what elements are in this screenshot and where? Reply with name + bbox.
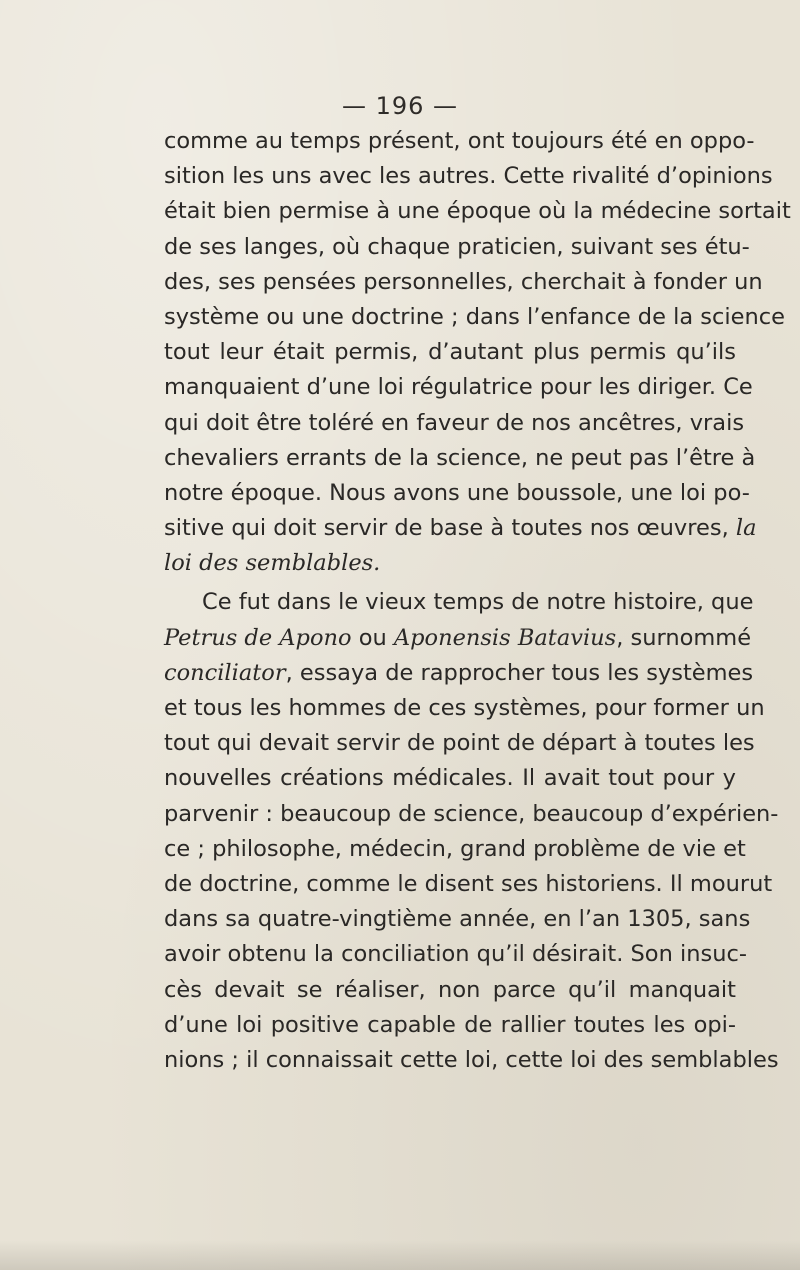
paragraph-1-line xyxy=(164,476,750,511)
italic-text: Petrus de Apono xyxy=(164,624,352,651)
page-number: — 196 — xyxy=(341,92,459,120)
paragraph-2-line xyxy=(164,726,755,761)
text-segment: ou xyxy=(351,624,394,651)
paragraph-1-line xyxy=(164,194,791,229)
paragraph-1-line xyxy=(164,300,785,335)
text-segment: parvenir : beaucoup de science, beaucoup d’expérien- xyxy=(164,800,779,827)
text-segment: nions ; il connaissait cette loi, cette loi des semblables xyxy=(164,1046,779,1073)
paragraph-2-line xyxy=(164,761,736,796)
page-bottom-edge xyxy=(0,1240,800,1270)
paragraph-2-line xyxy=(164,691,765,726)
body-text xyxy=(164,124,791,1078)
italic-text: conciliator xyxy=(164,659,286,686)
italic-text: Aponensis Batavius xyxy=(393,624,617,651)
text-segment: cès devait se réaliser, non parce qu’il manquait xyxy=(164,976,736,1003)
paragraph-2-line xyxy=(164,621,752,656)
text-segment: comme au temps présent, ont toujours été en oppo- xyxy=(164,128,755,154)
paragraph-1-line xyxy=(164,441,756,476)
paragraph-2-line xyxy=(164,902,751,937)
paragraph-1-line xyxy=(164,546,736,581)
text-segment: nouvelles créations médicales. Il avait tout pour y xyxy=(164,765,736,792)
text-segment: de doctrine, comme le disent ses historiens. Il mourut xyxy=(164,870,773,897)
text-segment: et tous les hommes de ces systèmes, pour former un xyxy=(164,695,765,721)
paragraph-2-line xyxy=(164,1043,779,1078)
italic-text: la xyxy=(735,515,757,542)
paragraph-1-line xyxy=(164,335,736,370)
text-segment: des, ses pensées personnelles, cherchait à fonder un xyxy=(164,268,763,295)
text-segment: qui doit être toléré en faveur de nos ancêtres, vrais xyxy=(164,409,745,436)
text-segment: d’une loi positive capable de rallier toutes les opi- xyxy=(164,1011,736,1038)
text-segment: tout leur était permis, d’autant plus permis qu’ils xyxy=(164,339,736,366)
paragraph-1-line xyxy=(164,124,755,159)
text-segment: système ou une doctrine ; dans l’enfance de la science xyxy=(164,303,785,330)
italic-text: loi des semblables. xyxy=(164,550,381,577)
paragraph-1-line xyxy=(164,511,757,546)
paragraph-2-line xyxy=(164,867,773,902)
paragraph-1-line xyxy=(164,370,753,405)
paragraph-1-line xyxy=(164,159,773,194)
text-segment: manquaient d’une loi régulatrice pour les diriger. Ce xyxy=(164,374,753,401)
paragraph-2-line xyxy=(164,585,754,620)
text-segment: tout qui devait servir de point de départ à toutes les xyxy=(164,730,755,757)
paragraph-1-line xyxy=(164,265,763,300)
paragraph-2-line xyxy=(164,656,754,691)
text-segment: chevaliers errants de la science, ne peut pas l’être à xyxy=(164,444,756,471)
paragraph-2-line xyxy=(164,797,779,832)
text-segment: notre époque. Nous avons une boussole, une loi po- xyxy=(164,479,750,506)
text-segment: Ce fut dans le vieux temps de notre histoire, que xyxy=(202,589,754,616)
text-segment: avoir obtenu la conciliation qu’il désirait. Son insuc- xyxy=(164,941,747,968)
text-segment: de ses langes, où chaque praticien, suivant ses étu- xyxy=(164,233,750,260)
paragraph-2-line xyxy=(164,973,736,1008)
text-segment: sitive qui doit servir de base à toutes nos œuvres, xyxy=(164,515,736,542)
text-segment: , essaya de rapprocher tous les systèmes xyxy=(285,659,754,686)
paragraph-2-line xyxy=(164,832,746,867)
paragraph-2-line xyxy=(164,1008,736,1043)
text-segment: sition les uns avec les autres. Cette rivalité d’opinions xyxy=(164,163,773,190)
text-segment: était bien permise à une époque où la médecine sortait xyxy=(164,198,791,225)
paragraph-1-line xyxy=(164,230,750,265)
paragraph-1-line xyxy=(164,406,745,441)
text-segment: dans sa quatre-vingtième année, en l’an 1305, sans xyxy=(164,906,751,933)
paragraph-2-line xyxy=(164,937,747,972)
text-segment: ce ; philosophe, médecin, grand problème de vie et xyxy=(164,835,746,862)
text-segment: , surnommé xyxy=(616,624,752,651)
